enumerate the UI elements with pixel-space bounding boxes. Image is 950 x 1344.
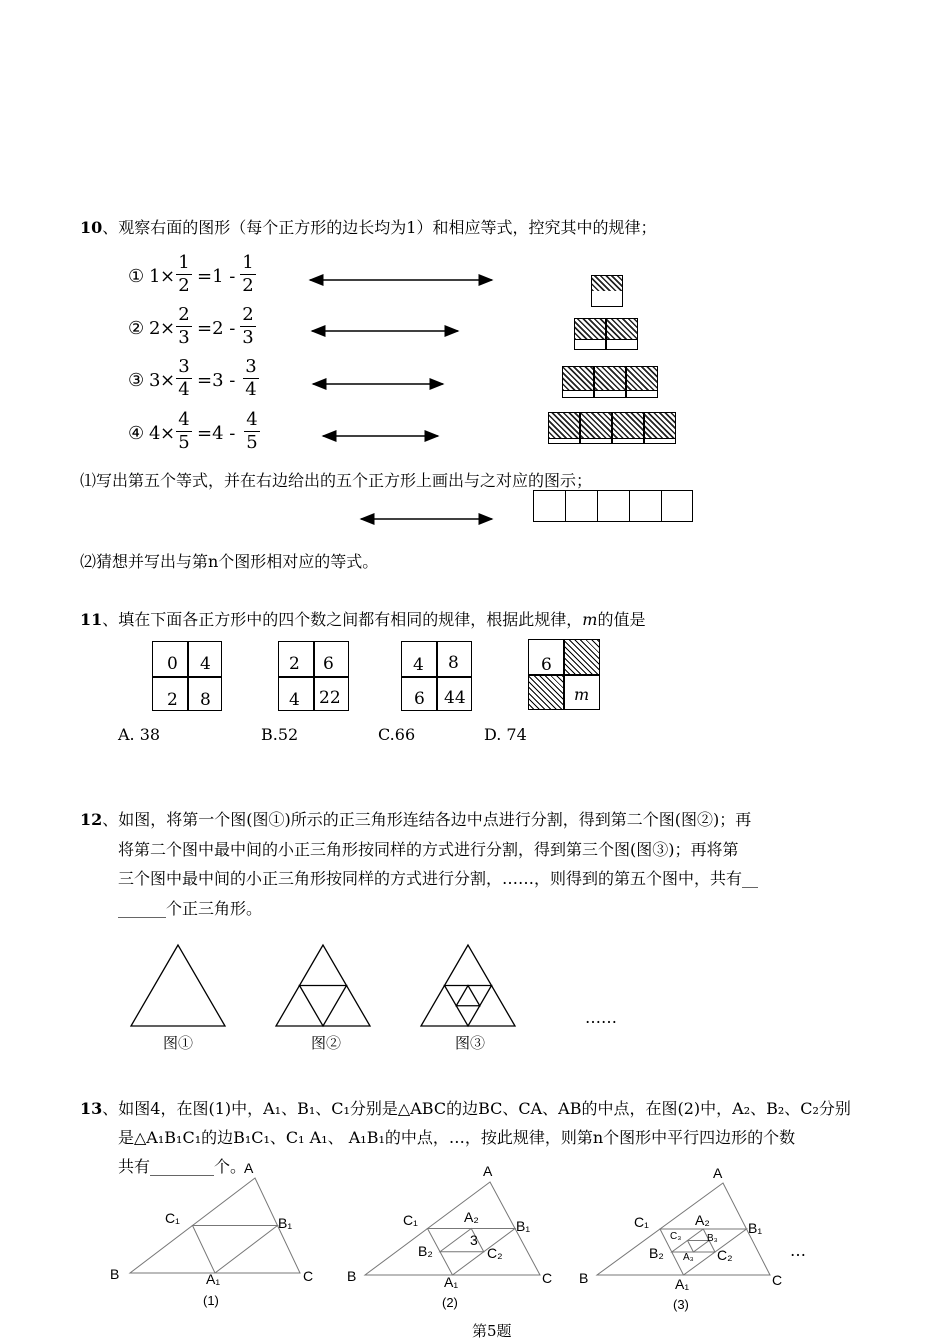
label-A3: A₃	[683, 1252, 694, 1263]
eq1-circle: ①	[128, 266, 145, 287]
q13-number: 13	[80, 1099, 103, 1118]
q11-s3-cell: 44	[444, 688, 466, 708]
label-A1: A₁	[444, 1274, 459, 1290]
eq3-den: 4	[178, 379, 190, 400]
eq3-circle: ③	[128, 370, 145, 391]
label-C1: C₁	[403, 1212, 418, 1228]
q10-part1: ⑴写出第五个等式，并在右边给出的五个正方形上画出与之对应的图示；	[80, 471, 593, 490]
eq1-num: 1	[178, 252, 190, 273]
q11-s1-cell: 4	[200, 654, 211, 674]
q12-line2: 将第二个图中最中间的小正三角形按同样的方式进行分割，得到第三个图(图③)；再将第	[118, 840, 739, 859]
label-C: C	[772, 1272, 783, 1288]
q11-s1-cell: 0	[167, 654, 178, 674]
label-3: 3	[470, 1232, 478, 1248]
q13-line3: 共有________个。	[118, 1157, 247, 1176]
eq4-n: 4	[149, 423, 161, 444]
eq4-times: ×	[160, 423, 176, 444]
q13-fig-1	[130, 1178, 300, 1273]
label-A1: A₁	[675, 1276, 690, 1292]
q11-stem-text: 、填在下面各正方形中的四个数之间都有相同的规律，根据此规律，	[102, 610, 583, 629]
eq3-num: 3	[178, 356, 190, 377]
label-C1: C₁	[634, 1214, 649, 1230]
q11-s3-cell: 6	[414, 689, 425, 709]
eq1-n: 1	[149, 266, 161, 287]
eq2-num: 2	[178, 304, 190, 325]
eq2-rden: 3	[242, 327, 254, 348]
q11-stem-end: 的值是	[597, 610, 646, 629]
option-a[interactable]: A. 38	[118, 725, 161, 744]
q12-line4: ______个正三角形。	[118, 899, 263, 918]
q13-line2: 是△A₁B₁C₁的边B₁C₁、C₁ A₁、 A₁B₁的中点，…，按此规律，则第n个图形中平行四边形的个数	[118, 1128, 796, 1147]
label-B1: B₁	[516, 1218, 531, 1234]
eq2-rhs: =2 -	[197, 318, 236, 339]
label-C: C	[542, 1270, 553, 1286]
q11-s3-cell: 8	[448, 653, 459, 673]
label-A: A	[244, 1160, 254, 1176]
eq3-times: ×	[160, 370, 176, 391]
eq1-rden: 2	[242, 275, 254, 296]
q11-s2-cell: 6	[323, 654, 334, 674]
caption-fig-3: 图③	[455, 1034, 486, 1052]
eq4-circle: ④	[128, 423, 145, 444]
q11-s4-cell: 6	[541, 655, 552, 675]
label-A2: A₂	[695, 1212, 710, 1228]
label-B2: B₂	[418, 1243, 433, 1259]
eq4-rhs: =4 -	[197, 423, 236, 444]
caption-q13-fig-1: (1)	[203, 1293, 219, 1308]
q11-s2-cell: 4	[289, 690, 300, 710]
eq2-circle: ②	[128, 318, 145, 339]
q13-fig-2	[365, 1182, 540, 1275]
q12-ellipsis: ……	[585, 1008, 617, 1027]
eq2-n: 2	[149, 318, 161, 339]
eq4-den: 5	[178, 432, 190, 453]
option-b[interactable]: B.52	[261, 725, 299, 744]
eq2-rnum: 2	[242, 304, 254, 325]
caption-q13-fig-3: (3)	[673, 1297, 689, 1312]
q11-s1-cell: 2	[167, 690, 178, 710]
label-C: C	[303, 1268, 314, 1284]
eq3-n: 3	[149, 370, 161, 391]
eq1-times: ×	[160, 266, 176, 287]
label-A1: A₁	[206, 1271, 221, 1287]
caption-fig-1: 图①	[163, 1034, 194, 1052]
label-B: B	[579, 1270, 589, 1286]
eq3-rden: 4	[245, 379, 257, 400]
q11-s1-cell: 8	[200, 690, 211, 710]
q10-part2: ⑵猜想并写出与第n个图形相对应的等式。	[80, 552, 379, 571]
label-B2: B₂	[649, 1245, 664, 1261]
eq4-rnum: 4	[246, 409, 258, 430]
label-C3: C₃	[670, 1231, 682, 1242]
q11-s4-m: m	[574, 685, 590, 704]
caption-fig-2: 图②	[311, 1034, 342, 1052]
label-B: B	[110, 1266, 120, 1282]
q11-number: 11	[80, 610, 103, 629]
eq2-times: ×	[160, 318, 176, 339]
q12-number: 12	[80, 810, 103, 829]
label-B: B	[347, 1268, 357, 1284]
q10-number: 10	[80, 218, 103, 237]
eq3-rnum: 3	[245, 356, 257, 377]
q11-s2-cell: 2	[289, 654, 300, 674]
label-A: A	[483, 1163, 493, 1179]
label-C1: C₁	[165, 1210, 180, 1226]
label-B3: B₃	[707, 1233, 718, 1244]
q11-s2-cell: 22	[319, 688, 341, 708]
eq1-rnum: 1	[242, 252, 254, 273]
eq4-rden: 5	[246, 432, 258, 453]
label-A: A	[713, 1165, 723, 1181]
q11-s3-cell: 4	[413, 655, 424, 675]
label-B1: B₁	[278, 1215, 293, 1231]
q13-line1-text: 、如图4，在图(1)中，A₁、B₁、C₁分别是△ABC的边BC、CA、AB的中点，在图(2)中，A₂、B₂、C₂分别	[102, 1099, 851, 1118]
footer-label: 第5题	[472, 1322, 512, 1340]
eq4-num: 4	[178, 409, 190, 430]
option-d[interactable]: D. 74	[484, 725, 527, 744]
label-C2: C₂	[717, 1247, 733, 1263]
q13-ellipsis: …	[790, 1241, 806, 1260]
q12-line3: 三个图中最中间的小正三角形按同样的方式进行分割，……，则得到的第五个图中，共有__	[118, 869, 759, 888]
q11-var: m	[582, 610, 598, 629]
label-B1: B₁	[748, 1220, 763, 1236]
eq1-den: 2	[178, 275, 190, 296]
option-c[interactable]: C.66	[378, 725, 416, 744]
q12-line1-text: 、如图，将第一个图(图①)所示的正三角形连结各边中点进行分割，得到第二个图(图②)；再	[102, 810, 752, 829]
eq3-rhs: =3 -	[197, 370, 236, 391]
label-C2: C₂	[487, 1245, 503, 1261]
q10-stem-text: 、观察右面的图形（每个正方形的边长均为1）和相应等式，控究其中的规律；	[102, 218, 657, 237]
eq1-rhs: =1 -	[197, 266, 236, 287]
label-A2: A₂	[464, 1209, 479, 1225]
caption-q13-fig-2: (2)	[442, 1295, 458, 1310]
eq2-den: 3	[178, 327, 190, 348]
